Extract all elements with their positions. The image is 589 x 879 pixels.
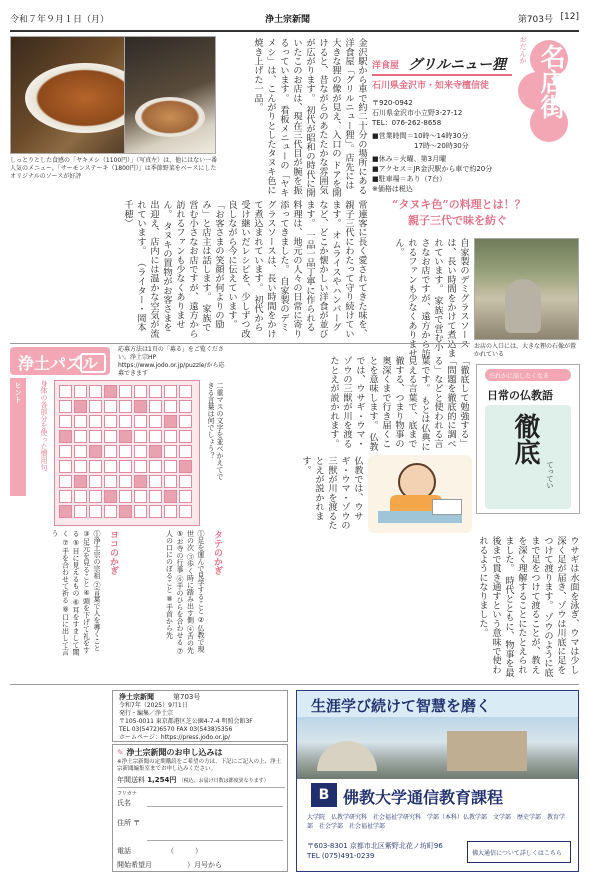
article-paragraph: オムライスやハンバーグなど、どこか懐かしい洋食が並びます。 — [304, 200, 341, 338]
puzzle-cell[interactable] — [164, 460, 177, 473]
yoko-title: ヨコのかぎ — [108, 530, 118, 575]
tanuki-statue-shape — [505, 279, 541, 333]
puzzle-cell[interactable] — [89, 490, 102, 503]
field-name-label: 氏名 — [117, 799, 131, 807]
puzzle-clues — [10, 530, 226, 660]
form-fields — [117, 787, 285, 872]
puzzle-cell[interactable] — [149, 430, 162, 443]
article-paragraph: 一品一品丁寧に作られる料理は、地元の人々の日常に寄り添ってきました。 — [278, 200, 315, 338]
puzzle-piece-icon — [80, 353, 106, 373]
storefront-caption: お店の入口には、大きな狸の石像が置かれている — [474, 343, 577, 359]
field-address-label: 住所 〒 — [117, 819, 141, 827]
puzzle-cell — [59, 430, 72, 443]
puzzle-cell — [134, 400, 147, 413]
catch-copy-1: “タヌキ色”の料理とは！？ — [392, 198, 526, 211]
puzzle-cell[interactable] — [164, 385, 177, 398]
article-paragraph: 自家製のデミグラスソースは、長い時間をかけて煮込まれています。 — [252, 200, 289, 338]
bottom-divider — [10, 684, 579, 685]
puzzle-cell[interactable] — [134, 415, 147, 428]
field-name-input[interactable] — [147, 806, 283, 807]
info-postal: 〒920-0942 — [372, 99, 413, 107]
puzzle-cell[interactable] — [74, 445, 87, 458]
puzzle-cell[interactable] — [179, 415, 192, 428]
puzzle-cell[interactable] — [119, 475, 132, 488]
article-byline: （ライター・岡本千穂） — [122, 200, 146, 332]
field-address-input[interactable] — [147, 840, 283, 841]
section-title: 名店街 — [537, 44, 566, 119]
tate-clue: ⑧手首から先 — [165, 595, 174, 639]
term-article-bottom — [234, 536, 580, 682]
restaurant-info — [372, 98, 580, 194]
puzzle-cell — [149, 445, 162, 458]
puzzle-cell — [89, 445, 102, 458]
term-tag: だれかに話したくなる — [489, 373, 550, 380]
puzzle-cell[interactable] — [104, 415, 117, 428]
colophon-address: 〒105-0011 東京都港区芝公園4-7-4 明照会館3F — [119, 718, 253, 725]
puzzle-cell[interactable] — [104, 445, 117, 458]
puzzle-cell[interactable] — [89, 415, 102, 428]
puzzle-cell[interactable] — [164, 400, 177, 413]
colophon-issue: 第703号 — [173, 693, 201, 701]
yoko-clue: ⑦手を合わせて祈る — [61, 539, 70, 604]
info-access: ■アクセス＝JR金沢駅から車で約20分 — [372, 165, 493, 173]
field-month-label: 開始希望月 — [117, 861, 152, 869]
campus-photo — [297, 717, 578, 779]
puzzle-cell[interactable] — [119, 415, 132, 428]
puzzle-hint-label: ヒント — [14, 382, 23, 403]
buddhist-term-box — [476, 364, 580, 514]
tate-clue: ⑤お寺の行事 — [176, 530, 184, 573]
puzzle-cell[interactable] — [59, 490, 72, 503]
form-note: ※浄土宗新聞の定期購読をご希望の方は、下記にご記入の上、浄土宗新聞編集室までお申し込みください。 — [117, 759, 282, 773]
puzzle-cell[interactable] — [89, 475, 102, 488]
puzzle-cell[interactable] — [74, 490, 87, 503]
puzzle-cell[interactable] — [179, 505, 192, 518]
colophon-date: 令和7年（2025）9月1日 — [119, 702, 188, 709]
university-ad[interactable] — [296, 690, 579, 872]
puzzle-cell[interactable] — [134, 460, 147, 473]
tate-clue: ③歩く時に踏み出す側 — [186, 553, 195, 624]
puzzle-hint-text: 身体の各部分を使った慣用句 — [40, 380, 48, 471]
puzzle-cell[interactable] — [179, 490, 192, 503]
ad-details-button[interactable]: 佛大通信について詳しくはこちら — [467, 841, 571, 863]
puzzle-cell[interactable] — [89, 460, 102, 473]
puzzle-cell[interactable] — [149, 460, 162, 473]
puzzle-cell[interactable] — [134, 385, 147, 398]
puzzle-cell[interactable] — [164, 475, 177, 488]
puzzle-cell[interactable] — [74, 505, 87, 518]
term-reading: てってい — [546, 461, 554, 489]
term-article-mid — [234, 456, 364, 534]
puzzle-cell[interactable] — [104, 475, 117, 488]
puzzle-hint-box — [10, 378, 26, 496]
tate-clue: ④舌の先 — [186, 625, 195, 654]
ad-address: 〒603-8301 京都市北区紫野北花ノ坊町96 — [307, 842, 443, 850]
puzzle-grid[interactable] — [54, 380, 200, 526]
restaurant-article-bottom — [12, 200, 368, 340]
info-address: 石川県金沢市小立野3-27-12 — [372, 109, 463, 117]
restaurant-name: グリルニュー狸 — [408, 57, 506, 73]
restaurant-location: 石川県金沢市・如来寺檀信徒 — [372, 81, 490, 91]
term-article-top — [234, 356, 470, 452]
puzzle-cell — [59, 505, 72, 518]
form-title-icon: ✎ — [117, 748, 124, 757]
puzzle-cell — [134, 475, 147, 488]
puzzle-cell[interactable] — [164, 505, 177, 518]
tate-clue: ⑥手のひらを合わせる — [176, 575, 184, 646]
header-issue: 第703号 — [517, 15, 553, 25]
article-paragraph: タヌキの置物がお客さまを出迎え、店内には温かな空気が流れています。 — [135, 200, 172, 338]
article-paragraph: 「お客さまの笑顔が何よりの励み」と店主は話します。 — [200, 200, 224, 329]
puzzle-cell[interactable] — [119, 490, 132, 503]
puzzle-cell[interactable] — [59, 400, 72, 413]
field-month-suffix[interactable]: ）月号から — [187, 861, 222, 869]
form-fee — [117, 775, 269, 785]
puzzle-cell — [164, 415, 177, 428]
puzzle-title: 浄土パズル — [18, 354, 99, 373]
puzzle-cell[interactable] — [134, 430, 147, 443]
ad-tel: TEL (075)491-0239 — [307, 852, 375, 860]
section-divider — [10, 343, 470, 344]
fee-note: （税込、お届け日数は都度異なります） — [178, 778, 269, 784]
puzzle-cell[interactable] — [74, 415, 87, 428]
tate-title: タテのかぎ — [212, 530, 222, 575]
term-paragraph: 仏教では、ウサギ・ウマ・ゾウの三獣が川を渡るたとえが説かれます。 — [300, 456, 363, 530]
article-paragraph: ドアを開けると、昔ながらのあたたかな雰囲気が広がります。 — [304, 38, 341, 198]
term-paragraph: もとは仏典に見える言葉で、底まで徹する、つまり物事の奥深くまで行き届くことを意味します。 — [367, 356, 430, 451]
page-header — [10, 10, 579, 32]
field-furigana: フリガナ — [117, 791, 137, 797]
puzzle-cell[interactable] — [179, 475, 192, 488]
boy-studying-illustration — [368, 455, 472, 533]
info-parking: ■駐車場＝あり（7台） — [372, 175, 447, 183]
yoko-clues — [10, 530, 102, 658]
tate-clue: ⑦人の口にのぼること — [165, 530, 184, 656]
puzzle-cell[interactable] — [164, 430, 177, 443]
yoko-clue: ④頭を下げて礼をする — [72, 530, 91, 654]
food-photo-salmon — [124, 36, 216, 154]
puzzle-cell[interactable] — [119, 460, 132, 473]
puzzle-cell[interactable] — [149, 415, 162, 428]
tate-clues — [120, 530, 206, 658]
puzzle-cell — [164, 490, 177, 503]
puzzle-cell[interactable] — [179, 385, 192, 398]
fee-value: 1,254円 — [147, 776, 177, 784]
term-paragraph: ゾウのように底まで足をつけて渡ることが、教えを深く理解することにたとえられました。 — [503, 536, 553, 677]
puzzle-cell[interactable] — [89, 430, 102, 443]
salmon-plate-shape — [135, 97, 205, 137]
puzzle-cell — [74, 400, 87, 413]
header-paper-name: 浄土宗新聞 — [265, 15, 311, 25]
restaurant-article-top — [228, 38, 368, 198]
puzzle-cell[interactable] — [59, 415, 72, 428]
info-hours: ■営業時間＝10時～14時30分 — [372, 132, 469, 140]
storefront-photo — [474, 238, 579, 340]
puzzle-answer-note: 二重マスの文字を並べかえてできる言葉は何でしょう？ — [207, 382, 224, 480]
section-small-label: おだんか — [519, 36, 527, 64]
term-series: 日常の仏教語 — [487, 389, 553, 402]
restaurant-article-right — [372, 238, 470, 358]
puzzle-cell[interactable] — [74, 460, 87, 473]
puzzle-cell[interactable] — [104, 430, 117, 443]
article-paragraph: 初代が昭和の時代に開いたこのお店は、現在三代目が腕を振るっています。 — [278, 38, 315, 198]
term-paragraph: 時代とともに、物事を最後まで貫き通すという意味で使われるようになりました。 — [477, 536, 514, 677]
puzzle-cell[interactable] — [89, 505, 102, 518]
info-tax-note: ※価格は税込 — [372, 185, 413, 193]
restaurant-category: 洋食屋 — [372, 61, 400, 71]
puzzle-cell[interactable] — [149, 400, 162, 413]
article-paragraph: 自家製のデミグラスソースは、長い時間をかけて煮込まれています。 — [432, 238, 469, 358]
dome-building-shape — [317, 741, 377, 771]
ad-logo-text: 佛教大学通信教育課程 — [343, 788, 504, 807]
ad-headline: 生涯学び続けて智慧を磨く — [311, 697, 492, 715]
header-date: 令和７年９月１日（月） — [10, 15, 110, 25]
tate-clue: ②仏教で現世の次 — [186, 530, 205, 653]
colophon-hp: ホームページ：https://press.jodo.or.jp/ — [119, 734, 230, 741]
puzzle-cell[interactable] — [59, 460, 72, 473]
term-word: 徹底 — [510, 413, 540, 465]
term-paragraph: 仏教では、ウサギ・ウマ・ゾウの三獣が川を渡るたとえが説かれます。 — [328, 356, 378, 451]
info-tel: TEL：076-262-8658 — [372, 119, 442, 127]
puzzle-cell[interactable] — [104, 505, 117, 518]
yoko-clue: ①浄土宗の宗祖 — [93, 530, 101, 579]
term-paragraph: ウサギは水面を泳ぎ、ウマは少し深く足が届き、ゾウは川底に足をつけて渡ります。 — [542, 536, 579, 674]
puzzle-cell[interactable] — [134, 445, 147, 458]
yoko-clue: ⑤目に見えるもの — [72, 539, 80, 597]
puzzle-prize-text: 応募方法は1頁の「募る」をご覧ください。浄土宗HP https://www.jodo.or.jp/puzzle/から応募できます — [118, 346, 225, 378]
yoko-clue: ②言葉で人を導くこと — [93, 581, 101, 652]
puzzle-cell[interactable] — [149, 505, 162, 518]
form-title-text: 浄土宗新聞のお申し込みは — [126, 748, 223, 757]
catch-copy-2: 親子三代で味を紡ぐ — [408, 214, 507, 227]
article-paragraph: 看板メニューの「ヤキメシ」は、こんがりとしたタヌキ色に焼き上げた一品。 — [252, 38, 289, 198]
colophon-publisher: 発行・編集／浄土宗 — [119, 710, 174, 717]
puzzle-cell[interactable] — [119, 385, 132, 398]
article-paragraph: 金沢駅から車で約二十分の場所にある洋食屋「グリルニュー狸」。店先には大きな狸の像が見え、入口の — [330, 38, 367, 195]
field-phone-label: 電話 — [117, 847, 131, 855]
article-paragraph: 初代から受け継いだレシピを、少しずつ改良しながら今に伝えています。 — [226, 200, 263, 338]
term-paragraph: 「徹底して勉強する」「問題を徹底的に調べる」などと使われる言葉です。 — [419, 356, 469, 448]
puzzle-cell[interactable] — [179, 400, 192, 413]
puzzle-cell[interactable] — [74, 430, 87, 443]
header-page: [12] — [560, 12, 579, 22]
bukkyo-logo-icon: B — [311, 783, 337, 807]
puzzle-cell[interactable] — [89, 400, 102, 413]
puzzle-cell — [104, 385, 117, 398]
yoko-clue: ③足元を見ること — [82, 530, 91, 587]
puzzle-cell[interactable] — [179, 445, 192, 458]
puzzle-cell[interactable] — [104, 460, 117, 473]
colophon-box — [112, 690, 288, 742]
notebook-shape — [432, 499, 462, 515]
ad-programs: 大学院 仏教学研究科 社会福祉学研究科 学部（本科）仏教学部 文学部 歴史学部 教育学部 社会学部 社会福祉学部 — [307, 814, 566, 830]
puzzle-cell[interactable] — [149, 385, 162, 398]
puzzle-cell[interactable] — [59, 475, 72, 488]
colophon-paper: 浄土宗新聞 — [119, 693, 154, 701]
yoko-clue: ⑥耳をすまして聞く — [61, 530, 80, 656]
campus-building-shape — [447, 731, 527, 771]
article-paragraph: 家族で営む小さなお店ですが、遠方から訪れるファンも少なくありません。 — [161, 200, 211, 338]
restaurant-name-block — [372, 52, 512, 76]
puzzle-cell[interactable] — [164, 445, 177, 458]
form-title — [117, 747, 223, 758]
field-phone-input[interactable]: （ ） — [167, 847, 202, 855]
puzzle-cell[interactable] — [119, 445, 132, 458]
puzzle-cell[interactable] — [119, 400, 132, 413]
puzzle-cell[interactable] — [104, 400, 117, 413]
info-hours-2: 17時～20時30分 — [372, 142, 469, 150]
puzzle-cell — [179, 460, 192, 473]
puzzle-cell[interactable] — [59, 445, 72, 458]
puzzle-cell[interactable] — [179, 430, 192, 443]
puzzle-cell — [119, 430, 132, 443]
fee-label: 年間送料 — [117, 776, 145, 784]
puzzle-cell[interactable] — [89, 385, 102, 398]
puzzle-cell[interactable] — [134, 490, 147, 503]
puzzle-cell[interactable] — [59, 385, 72, 398]
article-paragraph: 常連客に長く愛されてきた味を、親子三代にわたって守り続けています。 — [330, 200, 367, 338]
puzzle-cell — [104, 490, 117, 503]
yoko-clue: ⑧口に出して言う — [51, 530, 70, 656]
colophon-tel: TEL 03(5472)6570 FAX 03(5438)5356 — [119, 726, 233, 733]
subscription-form[interactable] — [112, 744, 288, 872]
food-photo-caption: しっとりとした食感の「ヤキメシ（1100円）」（写真左）は、他にはない一番人気のメニュー。「サーモンステーキ（1800円）」は季節野菜をベースにしたオリジナルのソースが好評 — [10, 157, 218, 181]
tate-clue: ①足を運んで見学すること — [197, 530, 205, 614]
puzzle-cell[interactable] — [149, 475, 162, 488]
puzzle-cell[interactable] — [149, 490, 162, 503]
puzzle-cell[interactable] — [74, 385, 87, 398]
info-closed: ■休み＝火曜、第3月曜 — [372, 155, 447, 163]
puzzle-cell[interactable] — [134, 505, 147, 518]
article-paragraph: 家族で営む小さなお店ですが、遠方から訪れるファンも少なくありません。 — [393, 238, 443, 358]
puzzle-cell — [74, 475, 87, 488]
puzzle-cell — [119, 505, 132, 518]
